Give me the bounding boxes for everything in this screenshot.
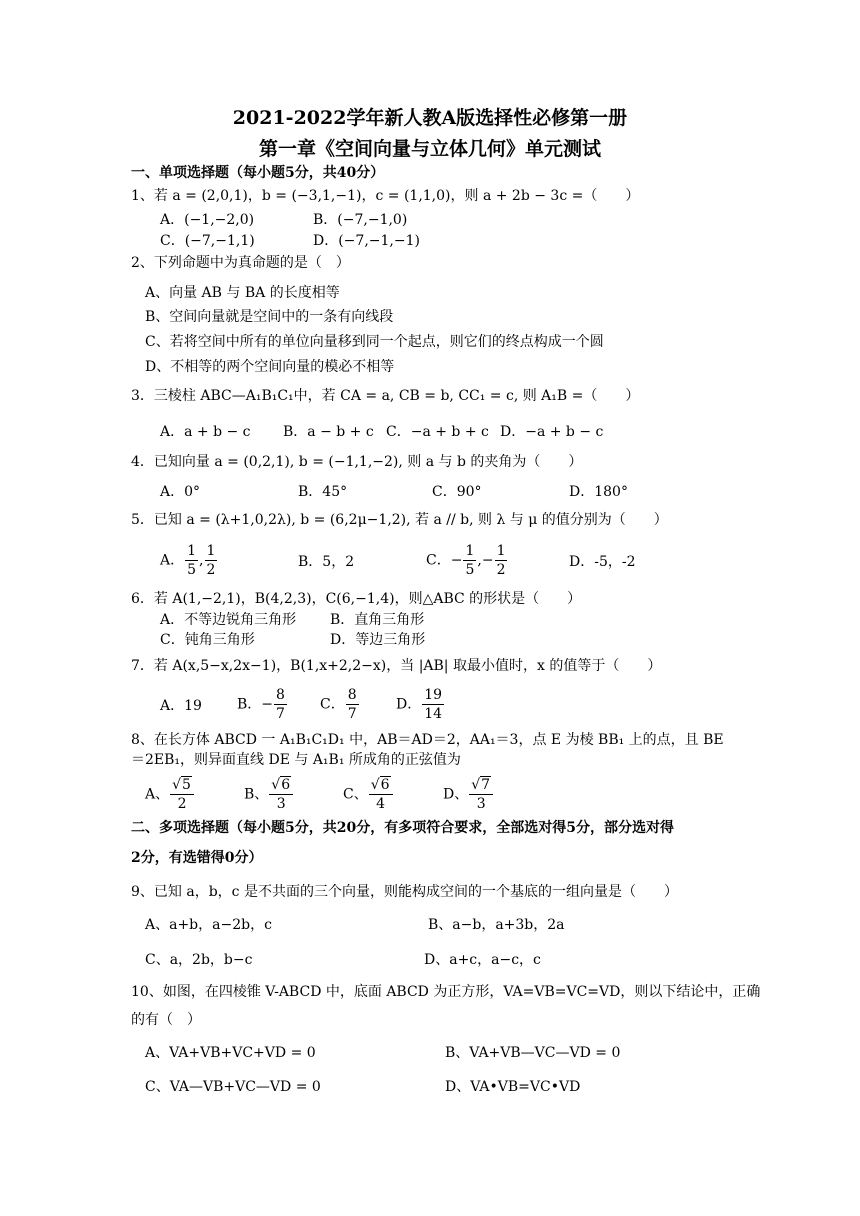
q5-option-d: D．-5，-2 <box>569 554 636 570</box>
q2-option-b: B、空间向量就是空间中的一条有向线段 <box>145 309 394 325</box>
q7-option-c-label: C． <box>320 696 345 713</box>
q9-option-a: A、a+b，a−2b，c <box>145 917 272 933</box>
q8-option-a-fraction: $\frac{√5}{2}$ <box>170 776 194 813</box>
q5-stem: 5．已知 a = (λ+1,0,2λ), b = (6,2μ−1,2), 若 a // b, 则 λ 与 μ 的值分别为（ ） <box>131 512 668 528</box>
q7-option-a: A．19 <box>160 698 202 714</box>
q7-option-d <box>396 686 445 723</box>
q6-option-c: C．钝角三角形 <box>160 632 255 648</box>
q3-option-a: A．a + b − c <box>160 424 251 440</box>
section-multi-choice-line-2: 2分，有选错得0分） <box>131 850 263 866</box>
q4-option-b: B．45° <box>298 484 348 500</box>
q7-option-c-fraction: $\frac{8}{7}$ <box>347 687 357 722</box>
q5-option-c: C．− $\frac{1}{5}$ ,− $\frac{1}{2}$ <box>426 543 506 578</box>
q8-option-d-label: D、 <box>443 786 469 803</box>
q8-option-b-fraction: $\frac{√6}{3}$ <box>269 776 293 813</box>
q4-stem: 4．已知向量 a = (0,2,1), b = (−1,1,−2), 则 a 与 b 的夹角为（ ） <box>131 454 583 470</box>
q1-stem: 1、若 a = (2,0,1)，b = (−3,1,−1)，c = (1,1,0)，则 a + 2b − 3c =（ ） <box>131 188 640 204</box>
q3-option-b: B．a − b + c <box>283 424 374 440</box>
q7-stem: 7．若 A(x,5−x,2x−1)，B(1,x+2,2−x)，当 |AB| 取最小值时，x 的值等于（ ） <box>131 658 662 674</box>
q1-option-b: B．(−7,−1,0) <box>313 212 408 228</box>
q5-option-a-fraction-1: $\frac{1}{5}$ <box>187 543 197 578</box>
q5-option-c-fraction-1: $\frac{1}{5}$ <box>465 543 475 578</box>
q1-option-a: A．(−1,−2,0) <box>160 212 255 228</box>
q8-option-a <box>145 776 195 813</box>
q10-option-c: C、VA—VB+VC—VD = 0 <box>145 1079 321 1095</box>
q7-option-b: B．− $\frac{8}{7}$ <box>237 687 285 722</box>
q3-option-c: C．−a + b + c <box>386 424 489 440</box>
q8-option-a-label: A、 <box>145 786 170 803</box>
q5-option-b: B．5，2 <box>298 554 355 570</box>
q5-option-a: A． $\frac{1}{5}$ , $\frac{1}{2}$ <box>160 543 216 578</box>
q6-stem: 6．若 A(1,−2,1)，B(4,2,3)，C(6,−1,4)，则△ABC 的形状是（ ） <box>131 591 582 607</box>
q8-stem-line-1: 8、在长方体 ABCD 一 A₁B₁C₁D₁ 中，AB＝AD＝2，AA₁＝3，点 E 为棱 BB₁ 上的点，且 BE <box>131 732 724 748</box>
q10-option-d: D、VA•VB=VC•VD <box>445 1079 581 1095</box>
q8-option-d-fraction: $\frac{√7}{3}$ <box>469 776 493 813</box>
q2-option-c: C、若将空间中所有的单位向量移到同一个起点，则它们的终点构成一个圆 <box>145 334 604 350</box>
q8-option-c-fraction: $\frac{√6}{4}$ <box>369 776 393 813</box>
q1-option-d: D．(−7,−1,−1) <box>313 233 420 249</box>
q9-option-d: D、a+c，a−c，c <box>424 952 541 968</box>
q10-option-a: A、VA+VB+VC+VD = 0 <box>145 1045 316 1061</box>
q7-option-d-fraction: $\frac{19}{14}$ <box>424 687 443 722</box>
q2-option-a: A、向量 AB 与 BA 的长度相等 <box>145 285 340 301</box>
q5-option-c-label: C． <box>426 552 451 569</box>
q2-option-d: D、不相等的两个空间向量的模必不相等 <box>145 359 395 375</box>
section-multi-choice-line-1: 二、多项选择题（每小题5分，共20分，有多项符合要求，全部选对得5分，部分选对得 <box>131 820 674 836</box>
q8-option-c <box>343 776 394 813</box>
q7-option-d-label: D． <box>396 696 422 713</box>
q7-option-b-label: B． <box>237 696 262 713</box>
q8-option-b <box>244 776 294 813</box>
q6-option-b: B．直角三角形 <box>330 612 425 628</box>
title-line-2: 第一章《空间向量与立体几何》单元测试 <box>258 138 601 160</box>
q5-option-a-fraction-2: $\frac{1}{2}$ <box>206 543 216 578</box>
q4-option-c: C．90° <box>432 484 482 500</box>
q10-option-b: B、VA+VB—VC—VD = 0 <box>445 1045 621 1061</box>
title-line-1: 2021-2022学年新人教A版选择性必修第一册 <box>232 107 628 129</box>
q8-stem-line-2: ＝2EB₁，则异面直线 DE 与 A₁B₁ 所成角的正弦值为 <box>131 752 461 768</box>
q2-stem: 2、下列命题中为真命题的是（ ） <box>131 255 350 271</box>
q7-option-b-fraction: $\frac{8}{7}$ <box>276 687 285 722</box>
q5-option-c-fraction-2: $\frac{1}{2}$ <box>496 543 506 578</box>
q8-option-d <box>443 776 494 813</box>
q4-option-d: D．180° <box>569 484 628 500</box>
q10-stem-line-1: 10、如图，在四棱锥 V-ABCD 中，底面 ABCD 为正方形，VA=VB=VC=VD，则以下结论中，正确 <box>131 984 761 1000</box>
q6-option-d: D．等边三角形 <box>330 632 426 648</box>
q1-option-c: C．(−7,−1,1) <box>160 233 255 249</box>
q8-option-c-label: C、 <box>343 786 368 803</box>
q6-option-a: A．不等边锐角三角形 <box>160 612 297 628</box>
q8-option-b-label: B、 <box>244 786 269 803</box>
q9-option-b: B、a−b，a+3b，2a <box>428 917 565 933</box>
section-single-choice: 一、单项选择题（每小题5分，共40分） <box>131 165 385 181</box>
q10-stem-line-2: 的有（ ） <box>131 1012 201 1028</box>
q7-option-c <box>320 686 360 723</box>
q5-option-a-label: A． <box>160 552 185 569</box>
q9-stem: 9、已知 a，b，c 是不共面的三个向量，则能构成空间的一个基底的一组向量是（ ） <box>131 884 678 900</box>
q9-option-c: C、a，2b，b−c <box>145 952 253 968</box>
q3-stem: 3．三棱柱 ABC—A₁B₁C₁中，若 CA = a, CB = b, CC₁ = c, 则 A₁B =（ ） <box>131 388 640 404</box>
q4-option-a: A．0° <box>160 484 201 500</box>
q3-option-d: D．−a + b − c <box>500 424 604 440</box>
